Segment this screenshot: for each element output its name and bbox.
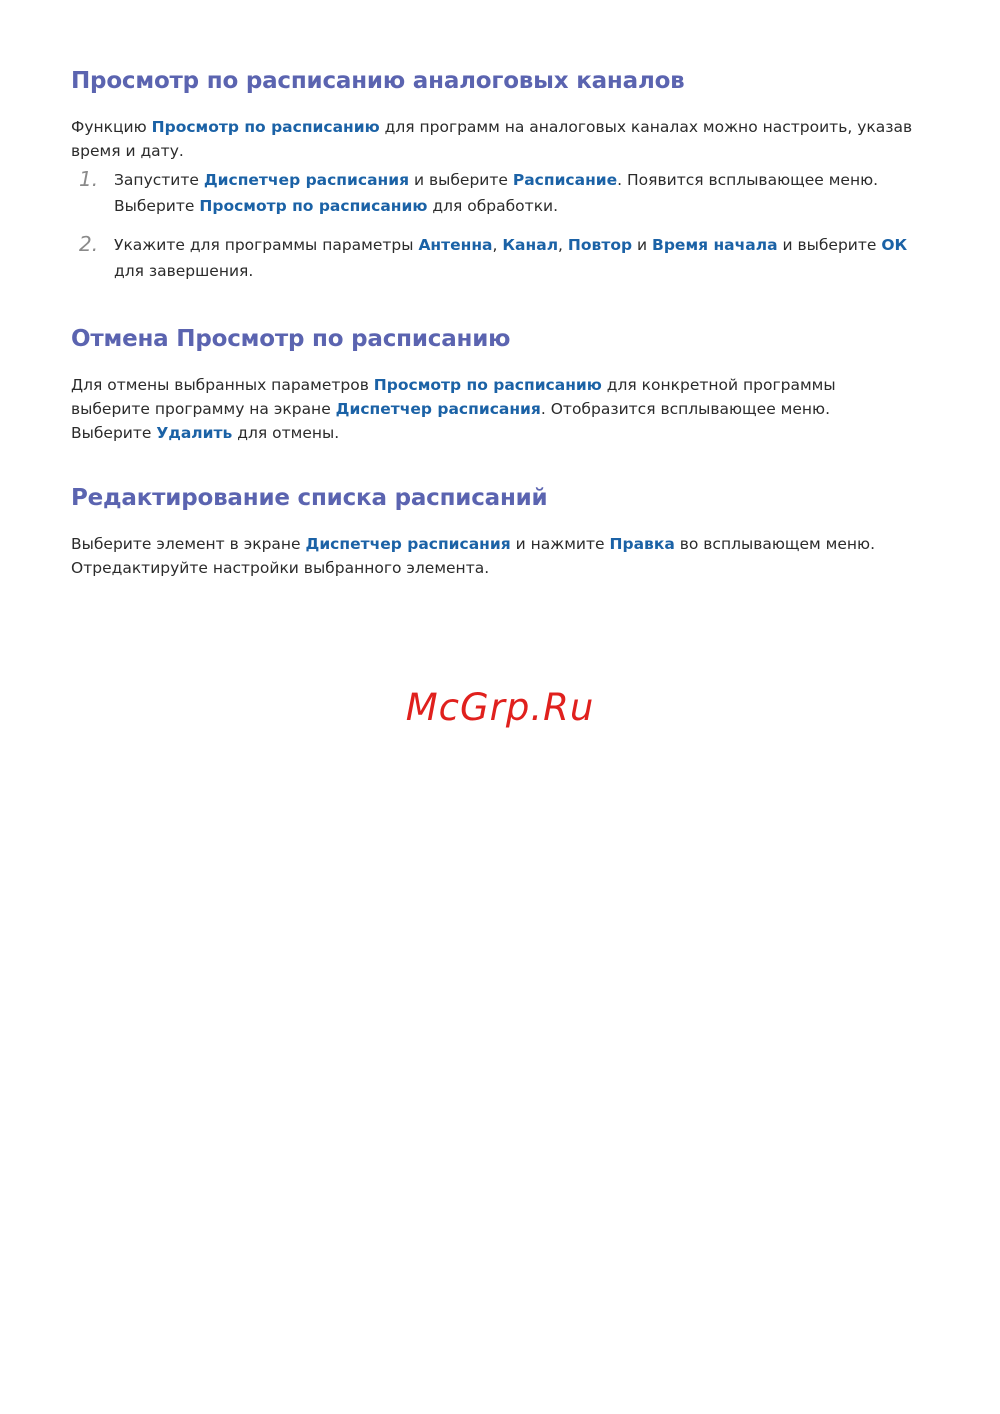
menu-term: Диспетчер расписания (305, 535, 511, 553)
body-text: во всплывающем меню. Отредактируйте настройки выбранного элемента. (71, 535, 876, 577)
menu-term: Диспетчер расписания (203, 171, 410, 189)
step-text (114, 236, 907, 280)
menu-term: Расписание (512, 171, 618, 189)
step-text (114, 171, 878, 215)
steps-list (71, 167, 931, 297)
body-text: Выберите элемент в экране (71, 535, 306, 553)
menu-term: Повтор (567, 236, 633, 254)
body-text: Запустите (114, 171, 204, 189)
step-item (71, 167, 931, 219)
section-title-edit-schedule-list: Редактирование списка расписаний (71, 485, 548, 511)
body-text: , (492, 236, 503, 254)
body-text: , (558, 236, 568, 254)
body-text: для программ на аналоговых каналах можно настроить, указав время и дату. (71, 118, 913, 160)
menu-term: Антенна (418, 236, 493, 254)
section-title-cancel-schedule: Отмена Просмотр по расписанию (71, 326, 511, 352)
menu-term: ОК (881, 236, 908, 254)
body-text: Функцию (71, 118, 152, 136)
menu-term: Просмотр по расписанию (199, 197, 428, 215)
body-text: и выберите (777, 236, 882, 254)
section-text-cancel-schedule (71, 373, 891, 445)
body-text: для завершения. (114, 262, 254, 280)
body-text: и выберите (409, 171, 513, 189)
body-text: для отмены. (232, 424, 340, 442)
section-text-edit-schedule-list (71, 532, 891, 580)
body-text: и нажмите (510, 535, 610, 553)
body-text: для обработки. (427, 197, 559, 215)
body-text: Укажите для программы параметры (114, 236, 419, 254)
menu-term: Удалить (156, 424, 233, 442)
step-item (71, 232, 931, 284)
body-text: для конкретной программы выберите программу на экране (71, 376, 836, 418)
body-text: . Появится всплывающее меню. Выберите (114, 171, 879, 215)
section-intro-analog-schedule (71, 115, 931, 163)
body-text: . Отобразится всплывающее меню. Выберите (71, 400, 830, 442)
body-text: Для отмены выбранных параметров (71, 376, 374, 394)
menu-term: Диспетчер расписания (335, 400, 541, 418)
step-number: 1. (79, 167, 99, 191)
menu-term: Время начала (652, 236, 778, 254)
watermark-logo: McGrp.Ru (405, 686, 595, 729)
step-number: 2. (79, 232, 99, 256)
menu-term: Просмотр по расписанию (373, 376, 602, 394)
menu-term: Просмотр по расписанию (151, 118, 380, 136)
body-text: и (632, 236, 653, 254)
section-title-analog-schedule: Просмотр по расписанию аналоговых каналов (71, 68, 685, 94)
menu-term: Канал (502, 236, 559, 254)
menu-term: Правка (609, 535, 675, 553)
